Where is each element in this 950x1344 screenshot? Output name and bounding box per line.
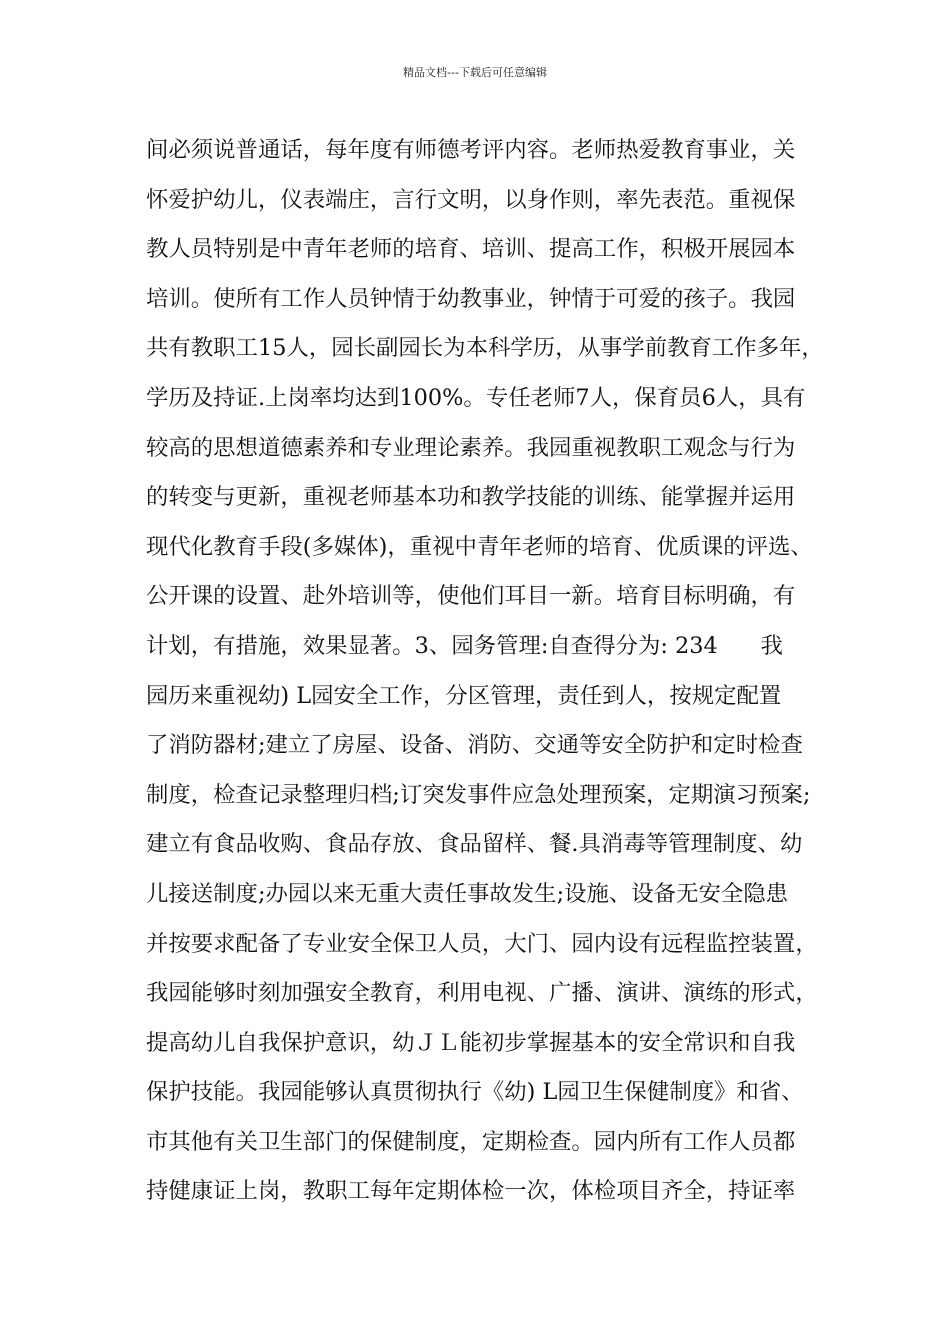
text-line: 制度，检查记录整理归档;订突发事件应急处理预案，定期演习预案;: [146, 781, 811, 808]
document-body: [146, 134, 836, 1225]
text-line: 提高幼儿自我保护意识，幼ＪＬ能初步掌握基本的安全常识和自我: [146, 1029, 796, 1056]
text-line: 并按要求配备了专业安全保卫人员，大门、园内设有远程监控装置，: [146, 930, 818, 957]
text-line: 我园能够时刻加强安全教育，利用电视、广播、演讲、演练的形式，: [146, 980, 818, 1007]
text-line: 教人员特别是中青年老师的培育、培训、提高工作，积极开展园本: [146, 236, 796, 263]
text-line: 计划，有措施，效果显著。3、园务管理:自查得分为: 234 我: [146, 632, 783, 659]
text-line: 培训。使所有工作人员钟情于幼教事业，钟情于可爱的孩子。我园: [146, 285, 796, 312]
text-line: 儿接送制度;办园以来无重大责任事故发生;设施、设备无安全隐患: [146, 880, 789, 907]
text-line: 园历来重视幼) L园安全工作，分区管理，责任到人，按规定配置: [146, 682, 782, 709]
text-line: 共有教职工15人，园长副园长为本科学历，从事学前教育工作多年，: [146, 335, 824, 362]
text-line: 学历及持证.上岗率均达到100%。专任老师7人，保育员6人，具有: [146, 384, 806, 411]
text-line: 间必须说普通话，每年度有师德考评内容。老师热爱教育事业，关: [146, 137, 796, 163]
page-header: 精品文档---下载后可任意编辑: [403, 66, 547, 79]
text-line: 公开课的设置、赴外培训等，使他们耳目一新。培育目标明确，有: [146, 583, 796, 610]
text-line: 建立有食品收购、食品存放、食品留样、餐.具消毒等管理制度、幼: [146, 831, 803, 858]
text-line: 持健康证上岗，教职工每年定期体检一次，体检项目齐全，持证率: [146, 1178, 796, 1205]
text-line: 市其他有关卫生部门的保健制度，定期检查。园内所有工作人员都: [146, 1128, 796, 1155]
text-line: 保护技能。我园能够认真贯彻执行《幼) L园卫生保健制度》和省、: [146, 1079, 804, 1106]
text-line: 的转变与更新，重视老师基本功和教学技能的训练、能掌握并运用: [146, 484, 796, 511]
text-line: 较高的思想道德素养和专业理论素养。我园重视教职工观念与行为: [146, 434, 796, 461]
text-line: 怀爱护幼儿，仪表端庄，言行文明，以身作则，率先表范。重视保: [146, 186, 796, 213]
text-line: 了消防器材;建立了房屋、设备、消防、交通等安全防护和定时检查: [146, 732, 803, 759]
text-line: 现代化教育手段(多媒体)，重视中青年老师的培育、优质课的评选、: [146, 533, 813, 560]
